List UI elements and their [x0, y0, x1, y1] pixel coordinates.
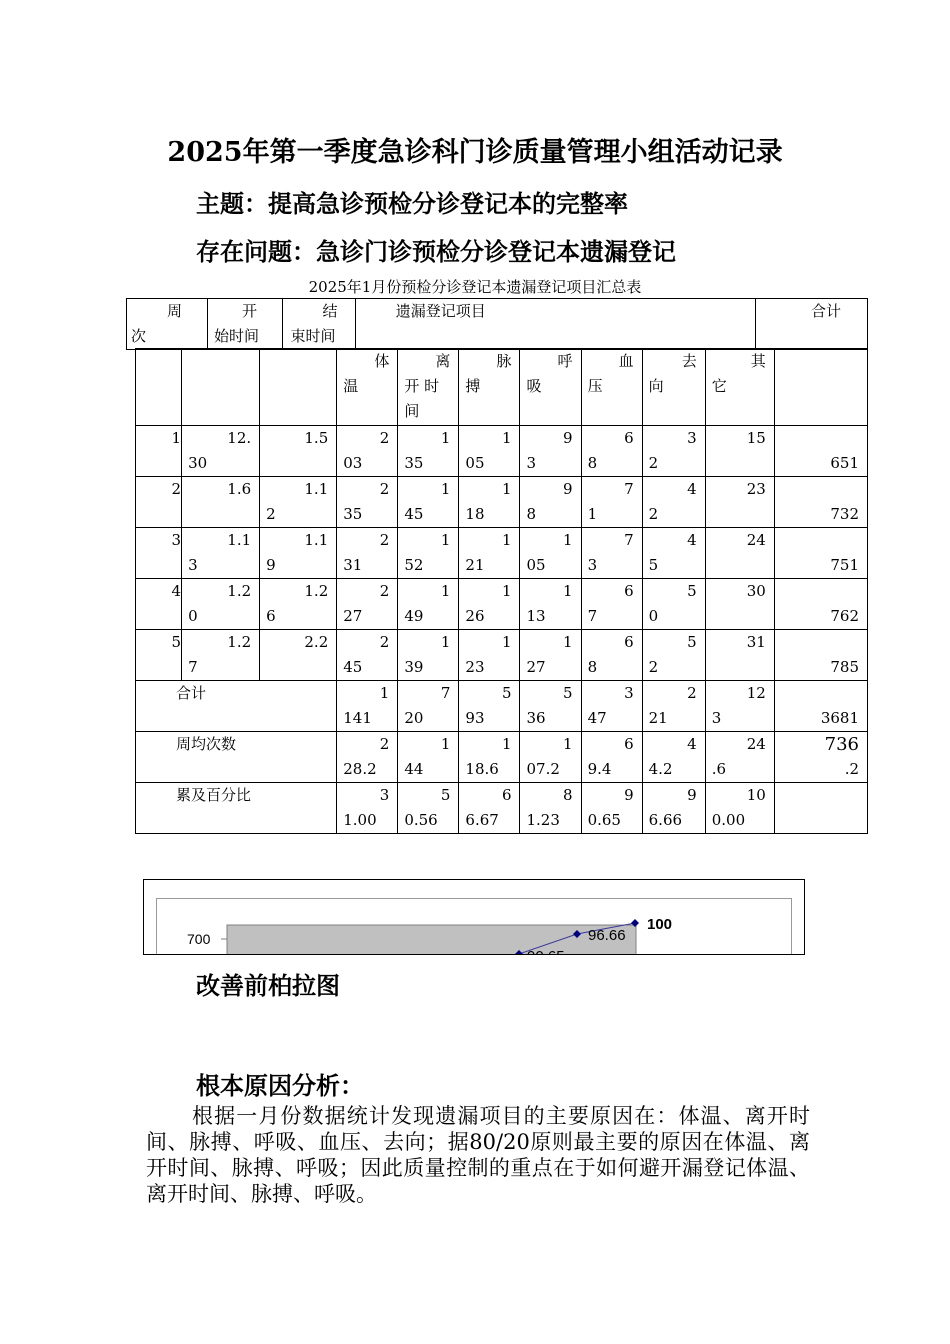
cell-line-2: 47 [587, 709, 607, 727]
cell-line-2 [260, 655, 336, 680]
cell-line-2: 1.00 [343, 811, 377, 829]
cell-line-2: 21 [648, 709, 668, 727]
item-header-line: 向 [648, 377, 664, 395]
item-header-temperature [337, 349, 398, 426]
sum-row-label-text: 合计 [176, 684, 207, 702]
avg-row-label [136, 732, 337, 783]
cell-line-1: 10 [746, 786, 766, 804]
cell-line-1: 1 [440, 735, 451, 753]
cum-row [136, 783, 868, 834]
pareto-label: 改善前柏拉图 [196, 971, 340, 1000]
cell-line-1: 9 [563, 480, 573, 498]
item-count [520, 630, 581, 681]
item-count [337, 630, 398, 681]
cell-line-1: 31 [746, 633, 766, 651]
item-header-line: 搏 [465, 377, 481, 395]
item-count [705, 783, 774, 834]
cell-line-2: 35 [343, 505, 363, 523]
cell-line-2: 1.23 [526, 811, 560, 829]
avg-row-label-text: 周均次数 [176, 735, 237, 753]
cell-line-1: 5 [687, 633, 697, 651]
cell-line-2: 21 [465, 556, 485, 574]
table-row [136, 630, 868, 681]
cell-line-1: 1 [563, 633, 573, 651]
week-number-text: 5 [171, 633, 182, 651]
cell-line-2: 36 [526, 709, 546, 727]
week-number [136, 426, 182, 477]
cell-line-1: 1 [563, 531, 573, 549]
item-count [642, 732, 705, 783]
start-time [182, 477, 260, 528]
item-count [337, 426, 398, 477]
item-count [705, 426, 774, 477]
total-line-2: .2 [844, 760, 859, 778]
cell-line-1: 1 [440, 531, 451, 549]
item-count [705, 579, 774, 630]
end-time [260, 528, 337, 579]
item-count [520, 528, 581, 579]
header-week: 周 次 [127, 299, 208, 350]
item-count [398, 579, 459, 630]
cell-line-1: 1.1 [227, 531, 252, 549]
item-count [581, 783, 642, 834]
item-count [705, 732, 774, 783]
cell-line-1: 1 [501, 531, 512, 549]
cell-line-2: 9.4 [587, 760, 612, 778]
cell-line-2 [706, 451, 774, 476]
start-time [182, 426, 260, 477]
row-total [774, 579, 867, 630]
cell-line-2: 2 [648, 505, 659, 523]
week-number-text: 2 [171, 480, 182, 498]
row-total [774, 528, 867, 579]
item-header-line: 脉 [496, 352, 512, 370]
cell-line-2: 6.67 [465, 811, 499, 829]
start-time [182, 528, 260, 579]
cell-line-1: 1 [501, 735, 512, 753]
row-total-text: 751 [830, 556, 859, 574]
item-count [520, 732, 581, 783]
cell-line-2: 0.65 [587, 811, 621, 829]
cell-line-1: 2 [379, 735, 390, 753]
cell-line-2: 93 [465, 709, 485, 727]
cell-line-1: 1 [379, 684, 390, 702]
item-count [642, 630, 705, 681]
cell-line-1: 9 [624, 786, 634, 804]
cell-line-2: 20 [404, 709, 424, 727]
item-count [337, 528, 398, 579]
root-cause-text: 根据一月份数据统计发现遗漏项目的主要原因在：体温、离开时间、脉搏、呼吸、血压、去向；据80/20原则最主要的原因在体温、离开时间、脉搏、呼吸；因此质量控制的重点在于如何避开漏登记体温、离开时间、脉搏、呼吸。 [146, 1104, 810, 1206]
cell-line-1: 1.5 [304, 429, 329, 447]
row-total-text: 651 [830, 454, 859, 472]
item-header-line: 体 [374, 352, 390, 370]
cell-line-2: 07.2 [526, 760, 560, 778]
pareto-chart-svg [157, 899, 791, 965]
cell-line-2: 3 [526, 454, 537, 472]
cell-line-2: 3 [711, 709, 722, 727]
cell-line-2: 03 [343, 454, 363, 472]
cell-line-1: 1.2 [304, 582, 329, 600]
cell-line-2: 44 [404, 760, 424, 778]
cell-line-1: 2 [379, 582, 390, 600]
cell-line-1: 1.1 [304, 531, 329, 549]
cell-line-2: 39 [404, 658, 424, 676]
start-time [182, 579, 260, 630]
table-header-row [126, 298, 868, 350]
end-time [260, 630, 337, 681]
header-end-time: 结 束时间 [282, 299, 355, 350]
page-title: 2025年第一季度急诊科门诊质量管理小组活动记录 [167, 137, 783, 168]
cell-line-2 [182, 502, 259, 527]
cell-line-1: 1.1 [304, 480, 329, 498]
cell-line-1: 9 [563, 429, 573, 447]
cell-line-2: 2 [266, 505, 276, 523]
cell-line-1: 24 [746, 531, 766, 549]
cell-line-2: 27 [526, 658, 546, 676]
row-total-text: 762 [830, 607, 859, 625]
item-count [398, 528, 459, 579]
week-number [136, 630, 182, 681]
item-count [581, 426, 642, 477]
cell-line-2: 8 [587, 658, 598, 676]
end-time [260, 426, 337, 477]
cell-line-1: 12. [227, 429, 252, 447]
cell-line-1: 5 [501, 684, 512, 702]
cell-line-2: 26 [465, 607, 485, 625]
cell-line-2: 6.66 [648, 811, 683, 829]
pareto-chart [143, 879, 805, 965]
cell-line-1: 3 [379, 786, 390, 804]
row-total-text: 785 [830, 658, 859, 676]
week-number [136, 579, 182, 630]
item-count [642, 681, 705, 732]
table-row [136, 528, 868, 579]
cell-line-1: 5 [563, 684, 573, 702]
cell-line-2: 35 [404, 454, 424, 472]
item-header-line: 去 [681, 352, 697, 370]
cell-line-2: 0.00 [711, 811, 746, 829]
item-header-line: 呼 [557, 352, 573, 370]
week-number [136, 528, 182, 579]
row-total [774, 477, 867, 528]
cell-line-1: 5 [440, 786, 451, 804]
item-count [581, 579, 642, 630]
cell-line-1: 2 [687, 684, 697, 702]
point-label-90-65: 90.65 [527, 948, 565, 965]
cell-line-1: 3 [624, 684, 634, 702]
week-number-text: 4 [171, 582, 182, 600]
item-count [337, 681, 398, 732]
row-total-text: 732 [830, 505, 859, 523]
item-count [581, 528, 642, 579]
cell-line-1: 2 [379, 480, 390, 498]
week-number-text: 1 [171, 429, 182, 447]
row-total [774, 630, 867, 681]
y-tick-label: 700 [187, 931, 211, 947]
cell-line-2: 3 [587, 556, 598, 574]
cell-line-1: 1 [440, 429, 451, 447]
row-total [774, 426, 867, 477]
cell-line-1: 7 [440, 684, 451, 702]
end-time [260, 579, 337, 630]
cell-line-1: 23 [746, 480, 766, 498]
item-count [337, 477, 398, 528]
table-row [136, 579, 868, 630]
cell-line-1: 1.2 [227, 582, 252, 600]
cell-line-2: 8 [587, 454, 598, 472]
cell-line-2: 23 [465, 658, 485, 676]
item-count [705, 681, 774, 732]
item-count [642, 579, 705, 630]
cell-line-2: 6 [266, 607, 276, 625]
cell-line-1: 1.2 [227, 633, 252, 651]
cell-line-2: 30 [188, 454, 208, 472]
item-count [459, 426, 520, 477]
cell-line-2 [706, 502, 774, 527]
root-cause-heading: 根本原因分析： [196, 1071, 364, 1100]
item-count [398, 783, 459, 834]
cell-line-2: 2 [648, 454, 659, 472]
item-header-destination [642, 349, 705, 426]
cell-line-2: 7 [587, 607, 598, 625]
cell-line-1: 4 [687, 480, 697, 498]
item-count [459, 579, 520, 630]
item-count [337, 732, 398, 783]
item-count [337, 579, 398, 630]
item-count [705, 477, 774, 528]
cum-row-label-text: 累及百分比 [176, 786, 252, 804]
item-count [337, 783, 398, 834]
cell-line-1: 6 [624, 582, 634, 600]
cell-line-1: 1 [440, 582, 451, 600]
cell-line-2: 05 [526, 556, 546, 574]
cell-line-1: 9 [687, 786, 697, 804]
header-missing-items: 遗漏登记项目 [355, 299, 756, 350]
item-count [581, 630, 642, 681]
cell-line-1: 6 [624, 735, 634, 753]
cell-line-2: 1 [587, 505, 598, 523]
cell-line-2: 18.6 [465, 760, 499, 778]
cell-line-1: 2 [379, 531, 390, 549]
item-count [459, 477, 520, 528]
cell-line-1: 1 [440, 633, 451, 651]
item-count [459, 783, 520, 834]
week-number [136, 477, 182, 528]
item-count [459, 528, 520, 579]
item-count [581, 477, 642, 528]
start-time [182, 630, 260, 681]
item-count [459, 681, 520, 732]
item-header-line: 其 [750, 352, 766, 370]
cell-line-2: 31 [343, 556, 363, 574]
item-count [459, 732, 520, 783]
item-count [642, 477, 705, 528]
end-time [260, 477, 337, 528]
cell-line-1: 4 [687, 531, 697, 549]
cell-line-2: 52 [404, 556, 424, 574]
item-header-line: 离 [435, 352, 451, 370]
cell-line-2 [706, 553, 774, 578]
item-header-line: 压 [587, 377, 603, 395]
cell-line-2: 5 [648, 556, 659, 574]
cell-line-2: 8 [526, 505, 537, 523]
cum-row-label [136, 783, 337, 834]
cell-line-1: 2 [379, 633, 390, 651]
cell-line-2: 45 [343, 658, 363, 676]
cell-line-2: 141 [343, 709, 372, 727]
cell-line-2: 0.56 [404, 811, 438, 829]
table-row [136, 477, 868, 528]
item-count [520, 681, 581, 732]
total-text: 3681 [820, 709, 859, 727]
item-count [398, 732, 459, 783]
cell-line-2: .6 [711, 760, 727, 778]
item-count [520, 579, 581, 630]
sum-row [136, 681, 868, 732]
items-header-row [136, 349, 868, 426]
cell-line-1: 8 [563, 786, 573, 804]
cum-row-total [774, 783, 867, 834]
avg-row [136, 732, 868, 783]
item-count [398, 477, 459, 528]
cell-line-2: 49 [404, 607, 424, 625]
cell-line-1: 7 [624, 531, 634, 549]
cell-line-2: 2 [648, 658, 659, 676]
item-count [581, 681, 642, 732]
item-count [642, 528, 705, 579]
item-count [520, 477, 581, 528]
cell-line-2: 18 [465, 505, 485, 523]
sum-row-total [774, 681, 867, 732]
cell-line-1: 7 [624, 480, 634, 498]
item-count [459, 630, 520, 681]
cell-line-1: 6 [501, 786, 512, 804]
cell-line-2: 7 [188, 658, 198, 676]
table-row [136, 426, 868, 477]
item-count [520, 783, 581, 834]
cell-line-1: 3 [687, 429, 697, 447]
item-count [520, 426, 581, 477]
cell-line-2: 4.2 [648, 760, 673, 778]
header-total: 合计 [756, 299, 868, 350]
cell-line-1: 2 [379, 429, 390, 447]
cell-line-1: 2.2 [304, 633, 329, 651]
item-header-other [705, 349, 774, 426]
item-count [581, 732, 642, 783]
cell-line-1: 1 [563, 582, 573, 600]
cell-line-2: 9 [266, 556, 276, 574]
theme-heading: 主题：提高急诊预检分诊登记本的完整率 [196, 189, 628, 218]
cell-line-1: 1 [501, 429, 512, 447]
cell-line-2: 28.2 [343, 760, 377, 778]
item-header-line: 间 [404, 402, 420, 420]
problem-heading: 存在问题：急诊门诊预检分诊登记本遗漏登记 [196, 237, 676, 266]
cell-line-1: 24 [746, 735, 766, 753]
item-header-line: 开 时 [404, 377, 440, 395]
item-count [705, 630, 774, 681]
item-header-line: 它 [711, 377, 727, 395]
cell-line-2: 45 [404, 505, 424, 523]
cell-line-1: 12 [746, 684, 766, 702]
item-header-blood-pressure [581, 349, 642, 426]
total-line-1: 736 [824, 734, 859, 755]
cell-line-1: 6 [624, 633, 634, 651]
point-label-96-66: 96.66 [588, 927, 626, 944]
cell-line-1: 1 [501, 633, 512, 651]
item-header-line: 吸 [526, 377, 542, 395]
cell-line-1: 30 [746, 582, 766, 600]
item-count [642, 426, 705, 477]
item-count [398, 630, 459, 681]
cell-line-1: 5 [687, 582, 697, 600]
point-label-100: 100 [647, 916, 673, 933]
cell-line-1: 15 [746, 429, 766, 447]
week-number-text: 3 [171, 531, 182, 549]
item-header-pulse [459, 349, 520, 426]
cell-line-2 [706, 604, 774, 629]
cell-line-2 [260, 451, 336, 476]
item-header-line: 血 [618, 352, 634, 370]
cell-line-1: 1 [501, 480, 512, 498]
cell-line-2: 3 [188, 556, 198, 574]
cell-line-2: 05 [465, 454, 485, 472]
item-count [398, 681, 459, 732]
cell-line-1: 1 [501, 582, 512, 600]
item-header-respiration [520, 349, 581, 426]
cell-line-1: 1 [563, 735, 573, 753]
header-start-time: 开 始时间 [208, 299, 283, 350]
item-count [398, 426, 459, 477]
cell-line-2 [706, 655, 774, 680]
cell-line-2: 0 [188, 607, 198, 625]
cell-line-2: 27 [343, 607, 363, 625]
table-caption: 2025年1月份预检分诊登记本遗漏登记项目汇总表 [308, 278, 642, 296]
sum-row-label [136, 681, 337, 732]
cell-line-1: 1.6 [227, 480, 252, 498]
cell-line-2: 0 [648, 607, 659, 625]
item-header-leave-time [398, 349, 459, 426]
missing-items-table [135, 348, 868, 834]
cell-line-1: 4 [687, 735, 697, 753]
cell-line-1: 6 [624, 429, 634, 447]
cell-line-2: 13 [526, 607, 546, 625]
avg-row-total [774, 732, 867, 783]
item-count [642, 783, 705, 834]
item-count [705, 528, 774, 579]
item-header-line: 温 [343, 377, 359, 395]
cell-line-1: 1 [440, 480, 451, 498]
